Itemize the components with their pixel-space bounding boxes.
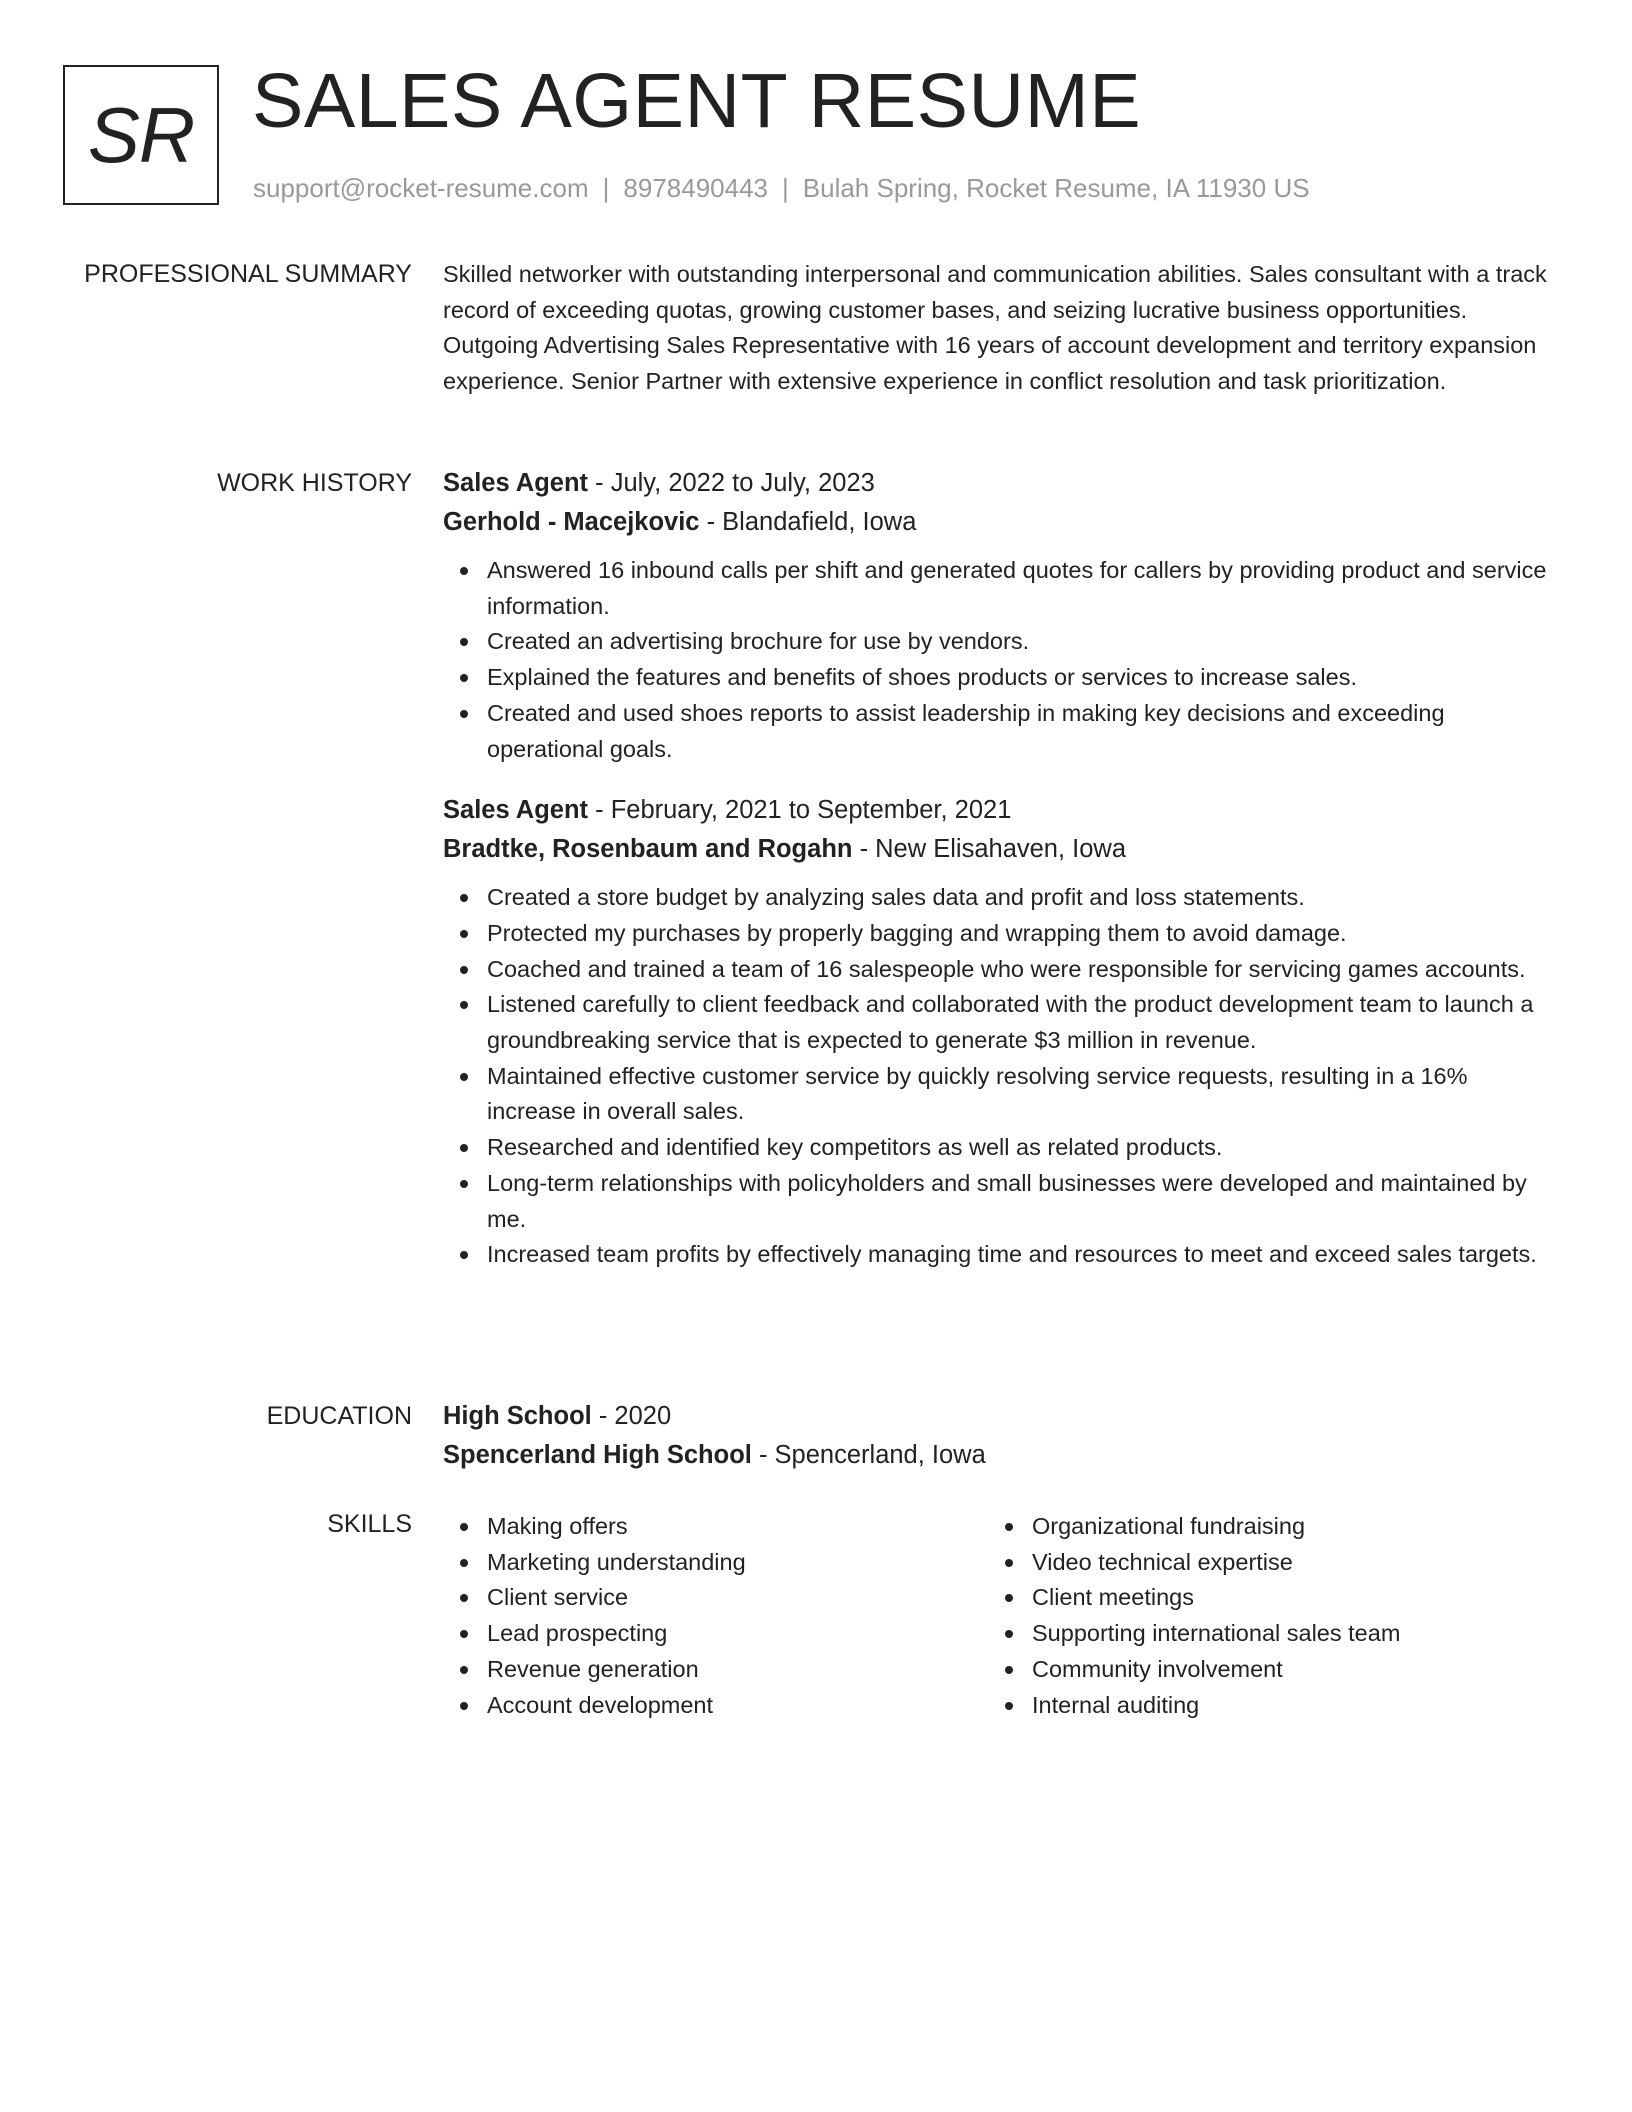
section-heading-summary: PROFESSIONAL SUMMARY (84, 260, 412, 288)
education-degree: High School (443, 1402, 592, 1430)
job-duty: Explained the features and benefits of shoes products or services to increase sales. (487, 660, 1551, 696)
job-company-line (443, 503, 1551, 542)
contact-address: Bulah Spring, Rocket Resume, IA 11930 US (802, 173, 1310, 203)
job-duty: Created an advertising brochure for use by vendors. (487, 624, 1551, 660)
job-location: - Blandafield, Iowa (699, 508, 917, 536)
job-duty: Coached and trained a team of 16 salespeople who were responsible for servicing games accounts. (487, 952, 1551, 988)
job-title-line (443, 791, 1551, 830)
summary-body (443, 258, 1551, 400)
skills-list (443, 1509, 988, 1723)
education-location: - Spencerland, Iowa (751, 1441, 986, 1469)
resume-title: SALES AGENT RESUME (252, 58, 1142, 144)
skill-item: Client meetings (1032, 1580, 1533, 1616)
skill-item: Revenue generation (487, 1652, 988, 1688)
contact-email[interactable]: support@rocket-resume.com (253, 173, 589, 203)
job-duty: Listened carefully to client feedback and collaborated with the product development team to launch a groundbreaking service that is expected to generate $3 million in revenue. (487, 987, 1551, 1058)
job-duties-list (443, 553, 1551, 767)
job-entry (443, 791, 1551, 1273)
skill-item: Marketing understanding (487, 1545, 988, 1581)
skill-item: Lead prospecting (487, 1616, 988, 1652)
job-duty: Protected my purchases by properly bagging and wrapping them to avoid damage. (487, 916, 1551, 952)
job-duties-list (443, 880, 1551, 1273)
skill-item: Community involvement (1032, 1652, 1533, 1688)
job-company: Gerhold - Macejkovic (443, 508, 700, 536)
education-school-line (443, 1436, 1551, 1475)
summary-text: Skilled networker with outstanding interpersonal and communication abilities. Sales consultant with a track record of exceeding quotas, growing customer bases, and seizing lucrative business opportunities. Outgoing Advertising Sales Representative with 16 years of account development and territory expansion experience. Senior Partner with extensive experience in conflict resolution and task prioritization. (443, 261, 1547, 395)
skills-column-right (988, 1511, 1533, 1723)
education-body (443, 1397, 1551, 1475)
contact-separator: | (602, 173, 610, 203)
job-duty: Researched and identified key competitors as well as related products. (487, 1130, 1551, 1166)
skill-item: Client service (487, 1580, 988, 1616)
skill-item: Supporting international sales team (1032, 1616, 1533, 1652)
job-company: Bradtke, Rosenbaum and Rogahn (443, 835, 853, 864)
skills-columns (443, 1511, 1551, 1723)
section-heading-skills: SKILLS (327, 1510, 412, 1538)
job-duty: Answered 16 inbound calls per shift and generated quotes for callers by providing product and service information. (487, 553, 1551, 624)
skills-column-left (443, 1511, 988, 1723)
job-entry (443, 464, 1551, 767)
skill-item: Internal auditing (1032, 1688, 1533, 1724)
contact-phone[interactable]: 8978490443 (623, 173, 768, 203)
skill-item: Video technical expertise (1032, 1545, 1533, 1581)
work-history-body (443, 464, 1551, 1273)
monogram-logo: SR (63, 65, 219, 205)
job-role: Sales Agent (443, 796, 589, 825)
skill-item: Making offers (487, 1509, 988, 1545)
skill-item: Account development (487, 1688, 988, 1724)
section-heading-work-history: WORK HISTORY (217, 469, 412, 497)
job-duty: Long-term relationships with policyholders and small businesses were developed and maintained by me. (487, 1166, 1551, 1237)
skills-list (988, 1509, 1533, 1723)
skills-body (443, 1511, 1551, 1723)
education-degree-line (443, 1397, 1551, 1436)
contact-line (253, 172, 1310, 204)
job-role: Sales Agent (443, 469, 589, 497)
section-heading-education: EDUCATION (266, 1402, 412, 1430)
skill-item: Organizational fundraising (1032, 1509, 1533, 1545)
education-school: Spencerland High School (443, 1441, 752, 1469)
job-duty: Created and used shoes reports to assist leadership in making key decisions and exceeding operational goals. (487, 696, 1551, 767)
job-title-line (443, 464, 1551, 503)
job-dates: - February, 2021 to September, 2021 (588, 796, 1012, 825)
contact-separator: | (782, 173, 789, 203)
job-location: - New Elisahaven, Iowa (852, 835, 1127, 864)
job-company-line (443, 830, 1551, 869)
job-dates: - July, 2022 to July, 2023 (588, 469, 875, 497)
job-duty: Created a store budget by analyzing sales data and profit and loss statements. (487, 880, 1551, 916)
job-duty: Maintained effective customer service by quickly resolving service requests, resulting in a 16% increase in overall sales. (487, 1059, 1551, 1130)
job-duty: Increased team profits by effectively managing time and resources to meet and exceed sales targets. (487, 1237, 1551, 1273)
education-year: - 2020 (591, 1402, 672, 1430)
